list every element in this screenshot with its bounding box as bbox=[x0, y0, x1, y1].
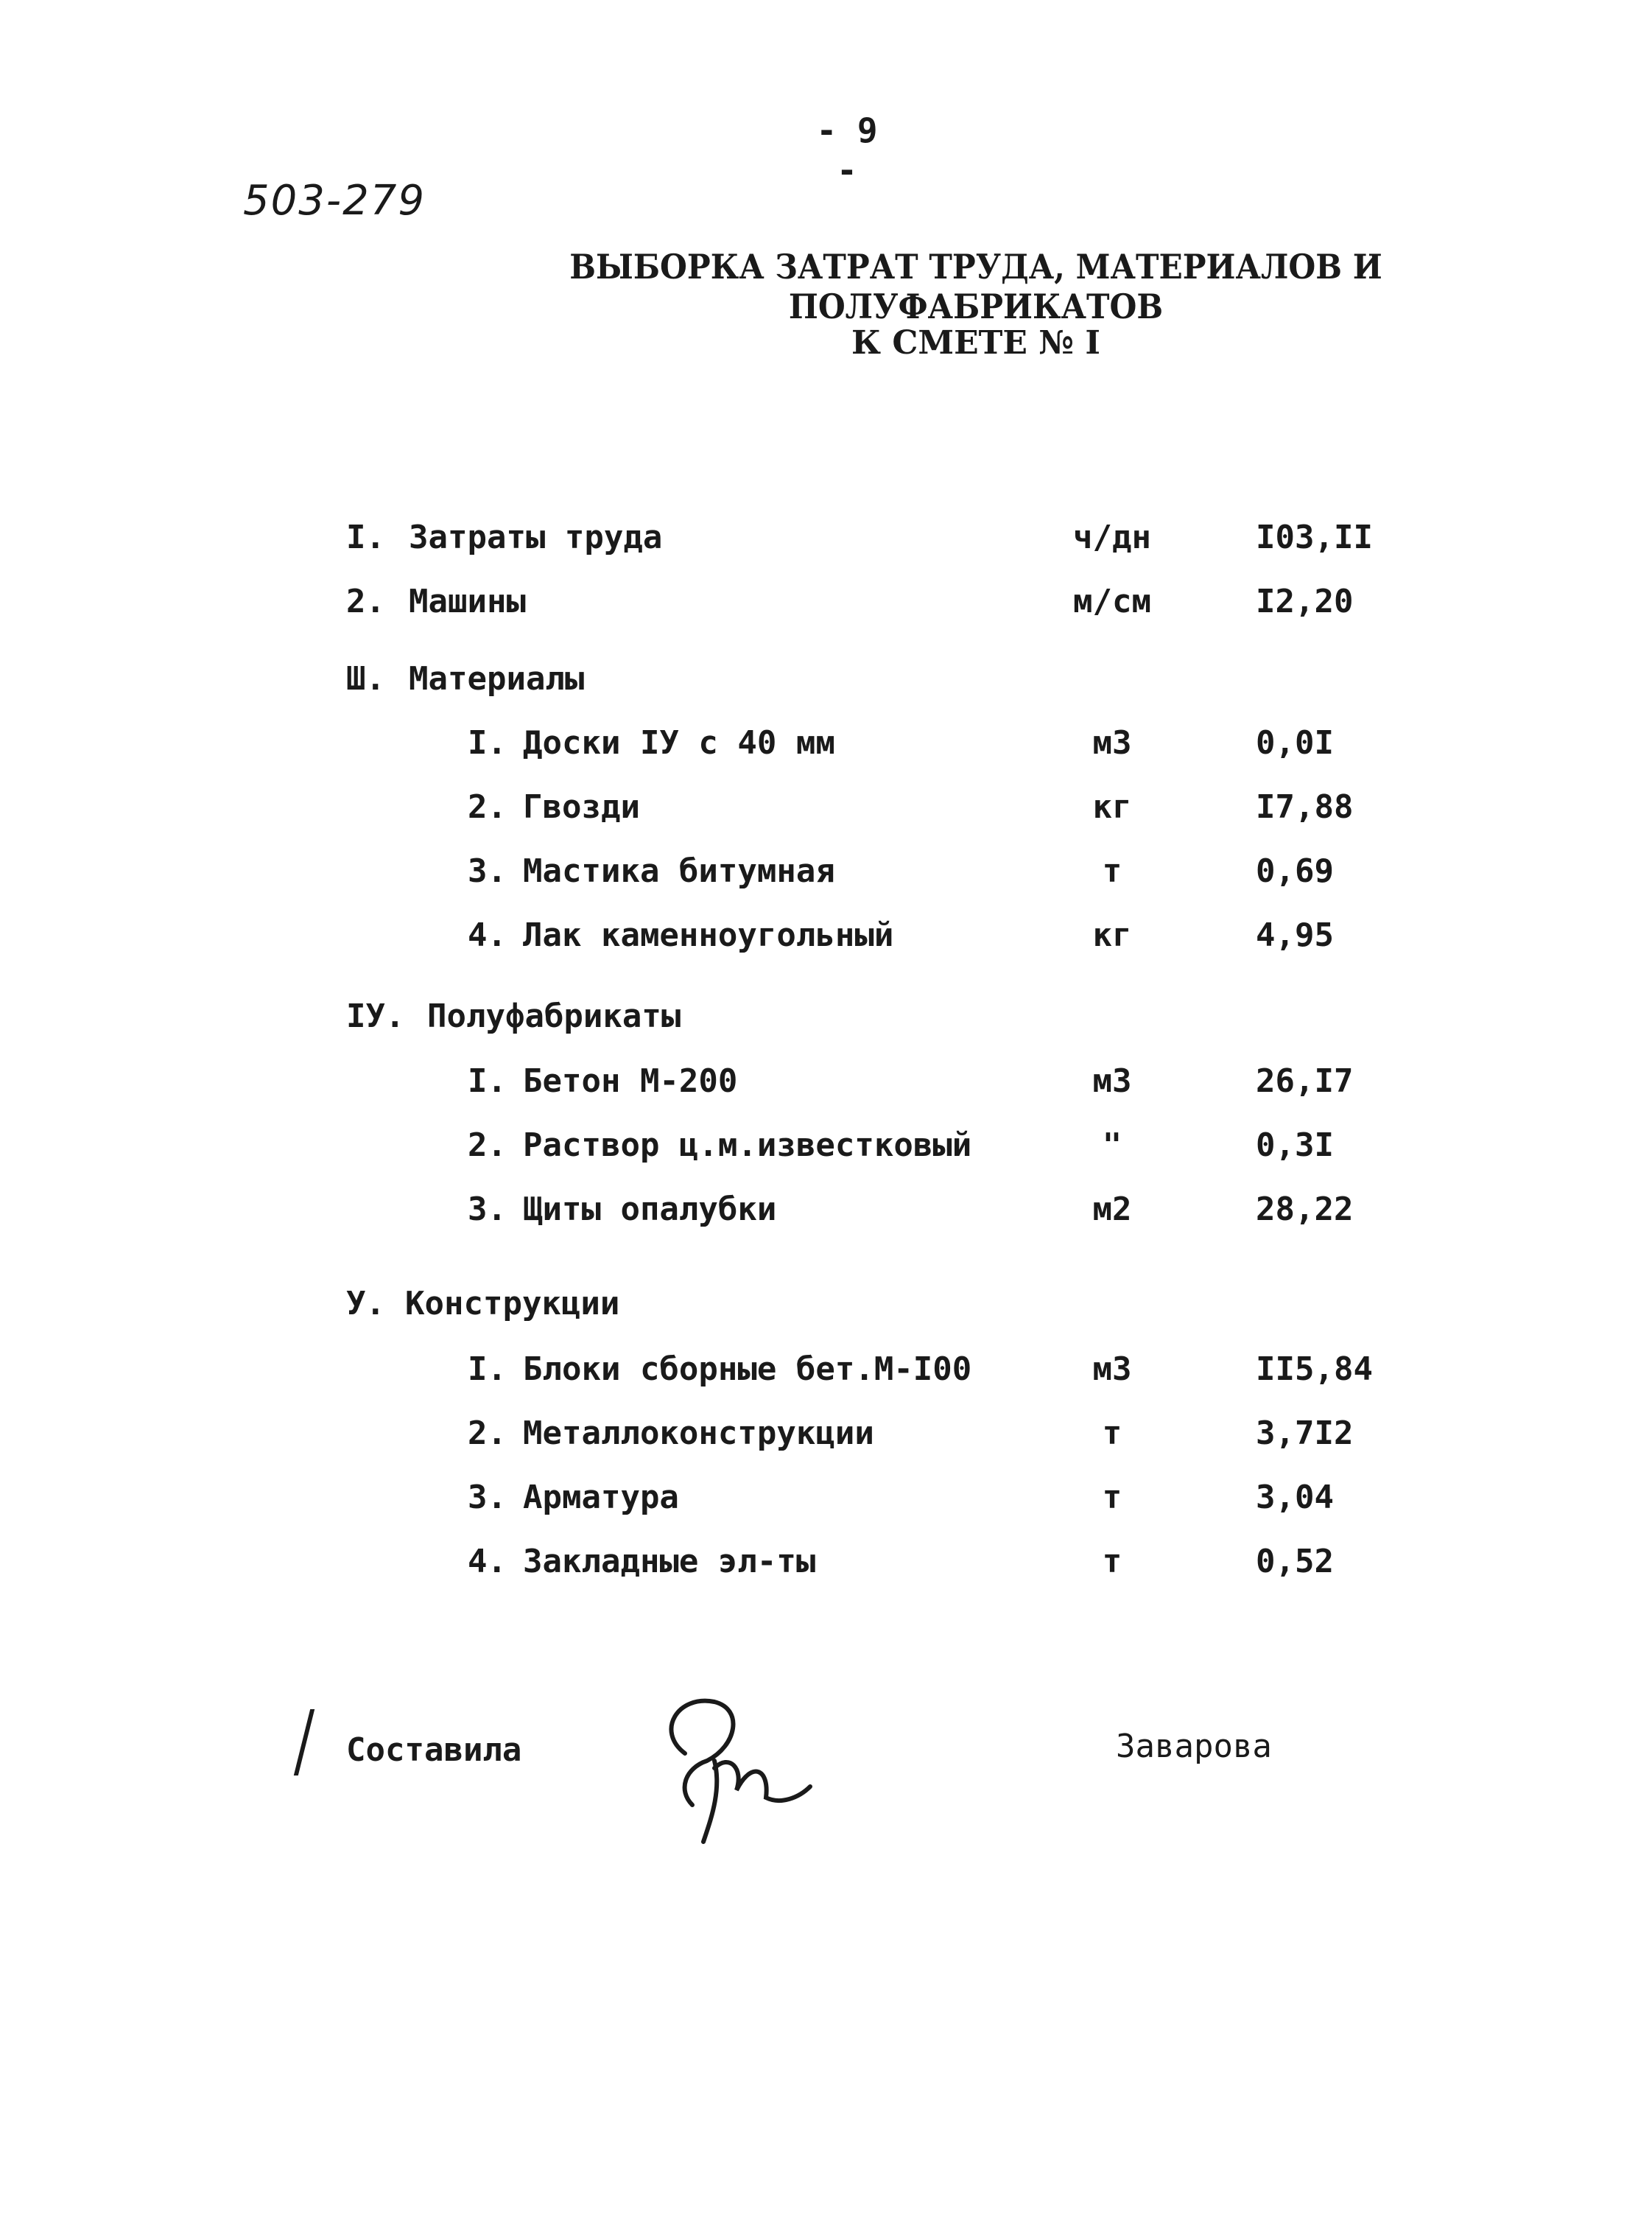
row-number: 2. bbox=[346, 583, 385, 620]
item-label: Гвозди bbox=[523, 788, 640, 826]
item-unit: т bbox=[1102, 1479, 1122, 1516]
item-label: Арматура bbox=[523, 1479, 679, 1516]
item-value: 4,95 bbox=[1256, 916, 1334, 954]
item-label: Доски IУ с 40 мм bbox=[523, 724, 835, 762]
row-value: I03,II bbox=[1256, 519, 1373, 556]
item-value: 28,22 bbox=[1256, 1191, 1354, 1228]
item-number: I. bbox=[468, 1062, 507, 1100]
structures-item bbox=[0, 1476, 1652, 1520]
item-unit: т bbox=[1102, 852, 1122, 890]
materials-item bbox=[0, 849, 1652, 894]
item-value: 26,I7 bbox=[1256, 1062, 1354, 1100]
item-label: Блоки сборные бет.М-I00 bbox=[523, 1350, 972, 1388]
item-unit: м3 bbox=[1092, 1062, 1132, 1100]
item-unit: т bbox=[1102, 1415, 1122, 1452]
item-value: 0,0I bbox=[1256, 724, 1334, 762]
item-value: II5,84 bbox=[1256, 1350, 1373, 1388]
item-number: 4. bbox=[468, 1543, 507, 1580]
section-label: Конструкции bbox=[405, 1285, 620, 1322]
semi-products-item bbox=[0, 1123, 1652, 1168]
row-value: I2,20 bbox=[1256, 583, 1354, 620]
item-unit: т bbox=[1102, 1543, 1122, 1580]
item-value: 0,69 bbox=[1256, 852, 1334, 890]
item-number: 3. bbox=[468, 1479, 507, 1516]
section-number: IУ. bbox=[346, 998, 405, 1035]
item-value: 3,7I2 bbox=[1256, 1415, 1354, 1452]
item-number: I. bbox=[468, 1350, 507, 1388]
section-number: Ш. bbox=[346, 660, 385, 698]
semi-products-item bbox=[0, 1188, 1652, 1232]
item-number: 2. bbox=[468, 1415, 507, 1452]
slash-mark bbox=[294, 1709, 329, 1775]
item-label: Щиты опалубки bbox=[523, 1191, 777, 1228]
semi-products-heading bbox=[0, 995, 1652, 1039]
item-value: 3,04 bbox=[1256, 1479, 1334, 1516]
document-code: 503-279 bbox=[243, 177, 426, 225]
materials-item bbox=[0, 914, 1652, 958]
item-label: Лак каменноугольный bbox=[523, 916, 894, 954]
item-number: 3. bbox=[468, 852, 507, 890]
section-number: У. bbox=[346, 1285, 385, 1322]
row-label: Затраты труда bbox=[409, 519, 663, 556]
structures-item bbox=[0, 1412, 1652, 1456]
materials-item bbox=[0, 721, 1652, 765]
section-label: Полуфабрикаты bbox=[427, 998, 681, 1035]
handwritten-signature bbox=[641, 1680, 832, 1849]
structures-item bbox=[0, 1540, 1652, 1584]
materials-item bbox=[0, 785, 1652, 830]
structures-heading bbox=[0, 1282, 1652, 1326]
document-subtitle: К СМЕТЕ № I bbox=[851, 324, 1100, 362]
item-number: 3. bbox=[468, 1191, 507, 1228]
semi-products-item bbox=[0, 1059, 1652, 1104]
item-number: 2. bbox=[468, 788, 507, 826]
item-label: Мастика битумная bbox=[523, 852, 835, 890]
item-unit: м2 bbox=[1092, 1191, 1132, 1228]
signatory-name: Заварова bbox=[1116, 1728, 1272, 1765]
row-unit: м/см bbox=[1073, 583, 1151, 620]
item-number: 4. bbox=[468, 916, 507, 954]
row-label: Машины bbox=[409, 583, 526, 620]
item-unit: " bbox=[1102, 1126, 1122, 1164]
item-label: Раствор ц.м.известковый bbox=[523, 1126, 972, 1164]
item-label: Металлоконструкции bbox=[523, 1415, 874, 1452]
labor-row bbox=[0, 516, 1652, 560]
page-number: - 9 - bbox=[816, 111, 878, 190]
item-value: 0,52 bbox=[1256, 1543, 1334, 1580]
section-label: Материалы bbox=[409, 660, 585, 698]
row-unit: ч/дн bbox=[1073, 519, 1151, 556]
item-number: I. bbox=[468, 724, 507, 762]
item-unit: м3 bbox=[1092, 724, 1132, 762]
item-value: I7,88 bbox=[1256, 788, 1354, 826]
machines-row bbox=[0, 580, 1652, 624]
materials-heading bbox=[0, 657, 1652, 701]
item-unit: м3 bbox=[1092, 1350, 1132, 1388]
signature-label: Составила bbox=[346, 1731, 522, 1769]
item-label: Закладные эл-ты bbox=[523, 1543, 816, 1580]
item-unit: кг bbox=[1092, 788, 1132, 826]
item-number: 2. bbox=[468, 1126, 507, 1164]
structures-item bbox=[0, 1347, 1652, 1392]
document-title: ВЫБОРКА ЗАТРАТ ТРУДА, МАТЕРИАЛОВ И ПОЛУФАБРИКАТОВ bbox=[569, 247, 1382, 326]
item-unit: кг bbox=[1092, 916, 1132, 954]
item-value: 0,3I bbox=[1256, 1126, 1334, 1164]
item-label: Бетон М-200 bbox=[523, 1062, 738, 1100]
row-number: I. bbox=[346, 519, 385, 556]
